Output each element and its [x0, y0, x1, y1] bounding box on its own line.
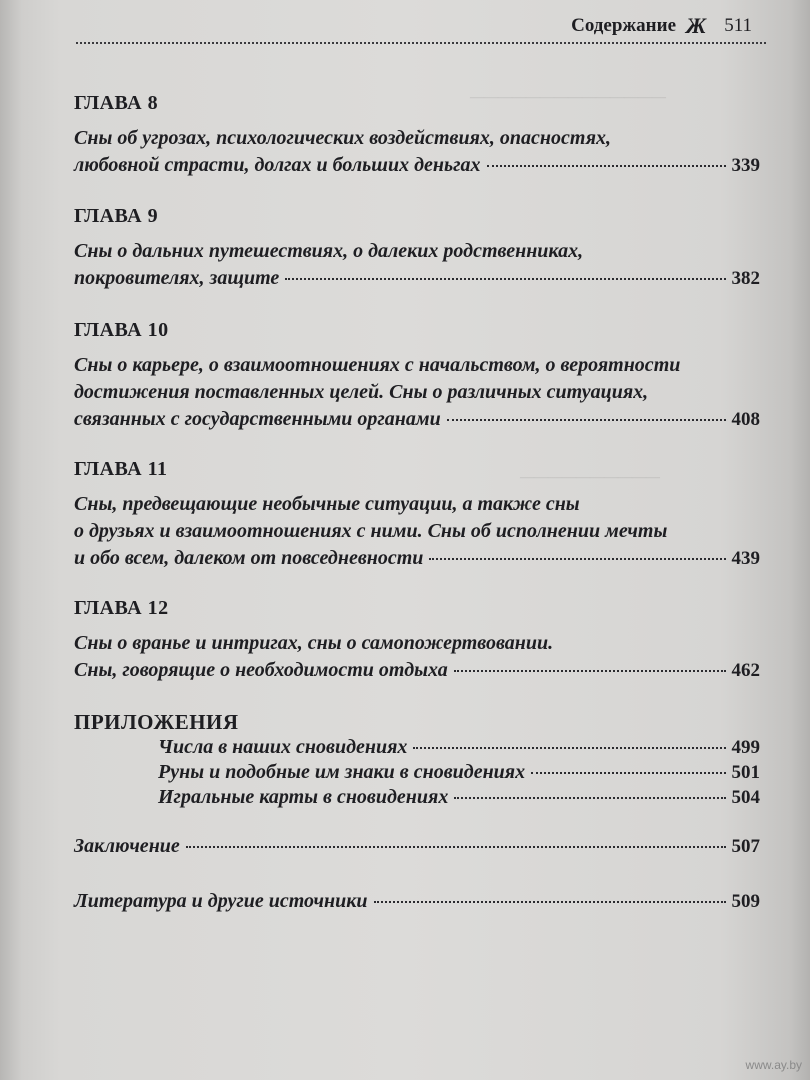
page-number: 507 [731, 836, 760, 857]
watermark: www.ay.by [745, 1058, 802, 1072]
page-number: 509 [731, 891, 760, 912]
header-dotted-rule [76, 42, 766, 44]
toc-entry[interactable] [74, 545, 760, 572]
chapter-description-line: и обо всем, далеком от повседневности [74, 547, 424, 569]
toc-entry-literature[interactable] [74, 888, 760, 915]
chapter-title: ГЛАВА 10 [74, 319, 169, 341]
chapter-description-line: Сны о дальних путешествиях, о далеких родственниках, [74, 240, 584, 262]
toc-chapter-10 [74, 319, 774, 433]
page-number: 408 [731, 409, 760, 430]
toc-entry[interactable] [74, 406, 760, 433]
page-number: 439 [731, 548, 760, 569]
toc-chapter-12 [74, 597, 774, 684]
dot-leader [454, 797, 725, 799]
header-page-number: 511 [724, 15, 752, 36]
dot-leader [531, 772, 725, 774]
literature-label: Литература и другие источники [74, 890, 368, 912]
dot-leader [285, 278, 725, 280]
header-title: Содержание [571, 15, 676, 36]
page-number: 501 [731, 762, 760, 783]
dot-leader [447, 419, 726, 421]
chapter-description-line: покровителях, защите [74, 267, 280, 289]
chapter-description-line: о друзьях и взаимоотношениях с ними. Сны об исполнении мечты [74, 520, 668, 542]
chapter-description-line: Сны об угрозах, психологических воздействиях, опасностях, [74, 127, 611, 149]
bleed-through-text: —————————————— [470, 90, 666, 105]
appendix-item-label: Числа в наших сновидениях [158, 736, 408, 758]
toc-entry[interactable] [74, 657, 760, 684]
chapter-description-line: Сны, говорящие о необходимости отдыха [74, 659, 448, 681]
toc-entry[interactable] [74, 265, 760, 292]
dot-leader [454, 670, 726, 672]
chapter-description-line: Сны о карьере, о взаимоотношениях с начальством, о вероятности [74, 354, 681, 376]
toc-entry[interactable] [74, 152, 760, 179]
chapter-title: ГЛАВА 11 [74, 458, 168, 480]
toc-chapter-8 [74, 92, 774, 179]
dot-leader [487, 165, 726, 167]
chapter-description-line: Сны о вранье и интригах, сны о самопожертвовании. [74, 632, 554, 654]
dot-leader [413, 747, 725, 749]
running-header [571, 12, 752, 40]
chapter-description-line: связанных с государственными органами [74, 408, 441, 430]
dot-leader [374, 901, 726, 903]
dot-leader [186, 846, 726, 848]
chapter-description-line: достижения поставленных целей. Сны о различных ситуациях, [74, 381, 649, 403]
appendix-item-label: Руны и подобные им знаки в сновидениях [158, 761, 526, 783]
chapter-title: ГЛАВА 9 [74, 205, 159, 227]
bleed-through-text: —————————— [520, 470, 660, 485]
toc-entry-conclusion[interactable] [74, 833, 760, 860]
chapter-title: ГЛАВА 8 [74, 92, 159, 114]
chapter-description-line: любовной страсти, долгах и больших деньгах [74, 154, 481, 176]
chapter-title: ГЛАВА 12 [74, 597, 169, 619]
page-number: 462 [731, 660, 760, 681]
ornament-icon: Ж [686, 13, 707, 38]
toc-entry-appendix[interactable] [158, 734, 760, 761]
toc-chapter-9 [74, 205, 774, 292]
page-number: 382 [731, 268, 760, 289]
page-number: 499 [731, 737, 760, 758]
appendix-item-label: Игральные карты в сновидениях [158, 786, 449, 808]
appendix-title: ПРИЛОЖЕНИЯ [74, 710, 239, 734]
conclusion-label: Заключение [74, 835, 180, 857]
toc-chapter-11 [74, 458, 774, 572]
chapter-description-line: Сны, предвещающие необычные ситуации, а также сны [74, 493, 580, 515]
toc-entry-appendix[interactable] [158, 784, 760, 811]
toc-entry-appendix[interactable] [158, 759, 760, 786]
page-number: 504 [731, 787, 760, 808]
dot-leader [429, 558, 725, 560]
page-number: 339 [731, 155, 760, 176]
